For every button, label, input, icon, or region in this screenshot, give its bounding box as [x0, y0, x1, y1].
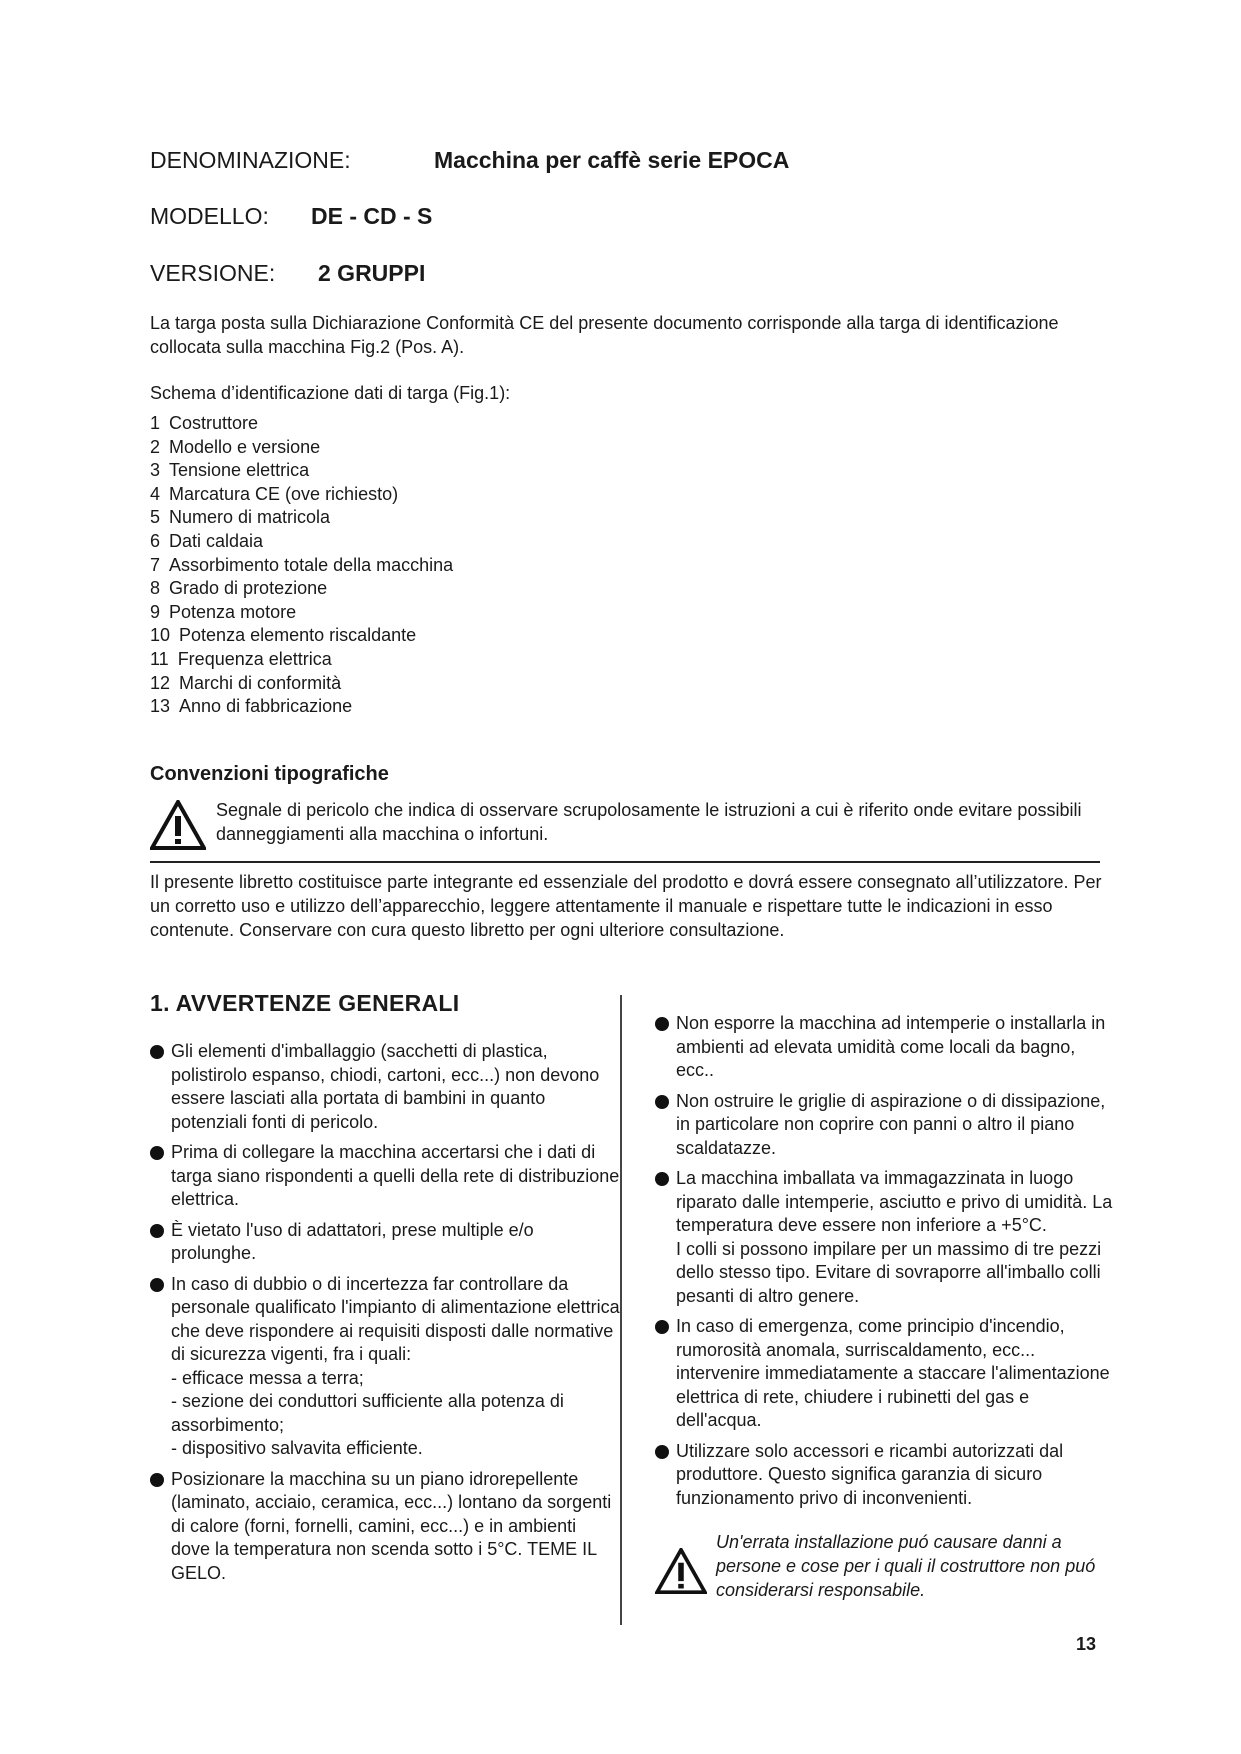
bullet-dot-icon: [655, 1172, 669, 1186]
list-item: Prima di collegare la macchina accertarsi che i dati di targa siano rispondenti a quelli della rete di distribuzione elettrica.: [150, 1141, 620, 1212]
list-item: Non esporre la macchina ad intemperie o installarla in ambienti ad elevata umidità come locali da bagno, ecc..: [655, 1012, 1115, 1083]
modello-label: MODELLO:: [150, 203, 269, 229]
section-title: 1. AVVERTENZE GENERALI: [150, 990, 460, 1016]
list-item: 10 Potenza elemento riscaldante: [150, 625, 417, 646]
page-number: 13: [1076, 1634, 1097, 1654]
list-item: Non ostruire le griglie di aspirazione o di dissipazione, in particolare non coprire con panni o altro il piano scaldatazze.: [655, 1090, 1115, 1161]
divider: [150, 861, 1100, 863]
bullet-dot-icon: [150, 1146, 164, 1160]
manual-note: Il presente libretto costituisce parte integrante ed essenziale del prodotto e dovrá essere consegnato all’utilizzatore. Per un corretto uso e utilizzo dell’apparecchio, leggere attentamente il manuale e rispettare tutte le indicazioni in esso contenute. Conservare con cura questo libretto per ogni ulteriore consultazione.: [150, 872, 1102, 940]
list-item: Posizionare la macchina su un piano idrorepellente (laminato, acciaio, ceramica, ecc...) lontano da sorgenti di calore (forni, fornelli, camini, ecc...) e in ambienti dove la temperatura non scenda sotto i 5°C. TEME IL GELO.: [150, 1468, 620, 1586]
nameplate-legend-list: [150, 412, 453, 719]
warning-triangle-icon: [150, 800, 206, 850]
list-item: 11 Frequenza elettrica: [150, 648, 332, 669]
intro-paragraph: La targa posta sulla Dichiarazione Conformità CE del presente documento corrisponde alla targa di identificazione collocata sulla macchina Fig.2 (Pos. A).: [150, 313, 1059, 357]
bullet-dot-icon: [655, 1017, 669, 1031]
list-item: 9 Potenza motore: [150, 601, 297, 622]
bullet-dot-icon: [150, 1045, 164, 1059]
installation-warning: [655, 1530, 1115, 1610]
bullet-dot-icon: [655, 1320, 669, 1334]
bullet-dot-icon: [150, 1224, 164, 1238]
list-item: La macchina imballata va immagazzinata in luogo riparato dalle intemperie, asciutto e privo di umidità. La temperatura deve essere non inferiore a +5°C. I colli si possono impilare per un massimo di tre pezzi dello stesso tipo. Evitare di sovraporre all'imballo colli pesanti di altro genere.: [655, 1167, 1115, 1308]
sub-paragraph: I colli si possono impilare per un massimo di tre pezzi dello stesso tipo. Evitare di sovraporre all'imballo colli pesanti di altro genere.: [676, 1238, 1102, 1306]
list-item: In caso di emergenza, come principio d'incendio, rumorosità anomala, surriscaldamento, ecc... intervenire immediatamente a staccare l'alimentazione elettrica di rete, chiudere i rubinetti del gas e dell'acqua.: [655, 1315, 1115, 1433]
left-warnings-list: [150, 1040, 620, 1592]
bullet-dot-icon: [655, 1095, 669, 1109]
column-divider: [620, 995, 622, 1625]
list-item: 12 Marchi di conformità: [150, 672, 342, 693]
list-item: È vietato l'uso di adattatori, prese multiple e/o prolunghe.: [150, 1219, 620, 1266]
danger-notice-text: Segnale di pericolo che indica di osservare scrupolosamente le istruzioni a cui è riferito onde evitare possibili danneggiamenti alla macchina o infortuni.: [216, 800, 1082, 844]
sub-item: - sezione dei conduttori sufficiente alla potenza di assorbimento;: [171, 1391, 564, 1435]
list-item: In caso di dubbio o di incertezza far controllare da personale qualificato l'impianto di alimentazione elettrica che deve rispondere ai requisiti disposti dalle normative di sicurezza vigenti, fra i quali: - efficace messa a terra; - sezione dei conduttori sufficiente alla potenza di assorbimento; - dispositivo salvavita efficiente.: [150, 1273, 620, 1461]
bullet-dot-icon: [150, 1473, 164, 1487]
sub-item: - efficace messa a terra;: [171, 1367, 364, 1388]
schema-title: Schema d’identificazione dati di targa (Fig.1):: [150, 383, 511, 403]
list-item: 7 Assorbimento totale della macchina: [150, 554, 454, 575]
modello-value: DE - CD - S: [311, 203, 433, 229]
bullet-dot-icon: [655, 1445, 669, 1459]
list-item: 2 Modello e versione: [150, 436, 321, 457]
list-item: 13 Anno di fabbricazione: [150, 696, 353, 717]
versione-label: VERSIONE:: [150, 260, 276, 286]
list-item: 3 Tensione elettrica: [150, 460, 310, 481]
right-warnings-list: [655, 1012, 1115, 1517]
list-item: 1 Costruttore: [150, 413, 259, 433]
bullet-dot-icon: [150, 1278, 164, 1292]
list-item: 8 Grado di protezione: [150, 578, 328, 599]
list-item: 4 Marcatura CE (ove richiesto): [150, 483, 399, 504]
list-item: 6 Dati caldaia: [150, 530, 264, 551]
denominazione-value: Macchina per caffè serie EPOCA: [434, 147, 790, 173]
list-item: Gli elementi d'imballaggio (sacchetti di plastica, polistirolo espanso, chiodi, cartoni, ecc...) non devono essere lasciati alla portata di bambini in quanto potenziali fonti di pericolo.: [150, 1040, 620, 1134]
installation-warning-text: Un'errata installazione puó causare danni a persone e cose per i quali il costruttore non puó considerarsi responsabile.: [716, 1532, 1096, 1600]
warning-triangle-icon: [655, 1548, 707, 1594]
list-item: 5 Numero di matricola: [150, 507, 331, 528]
conventions-title: Convenzioni tipografiche: [150, 763, 389, 785]
versione-value: 2 GRUPPI: [318, 260, 426, 286]
list-item: Utilizzare solo accessori e ricambi autorizzati dal produttore. Questo significa garanzia di sicuro funzionamento privo di inconvenienti.: [655, 1440, 1115, 1511]
denominazione-label: DENOMINAZIONE:: [150, 147, 351, 173]
sub-item: - dispositivo salvavita efficiente.: [171, 1438, 423, 1458]
